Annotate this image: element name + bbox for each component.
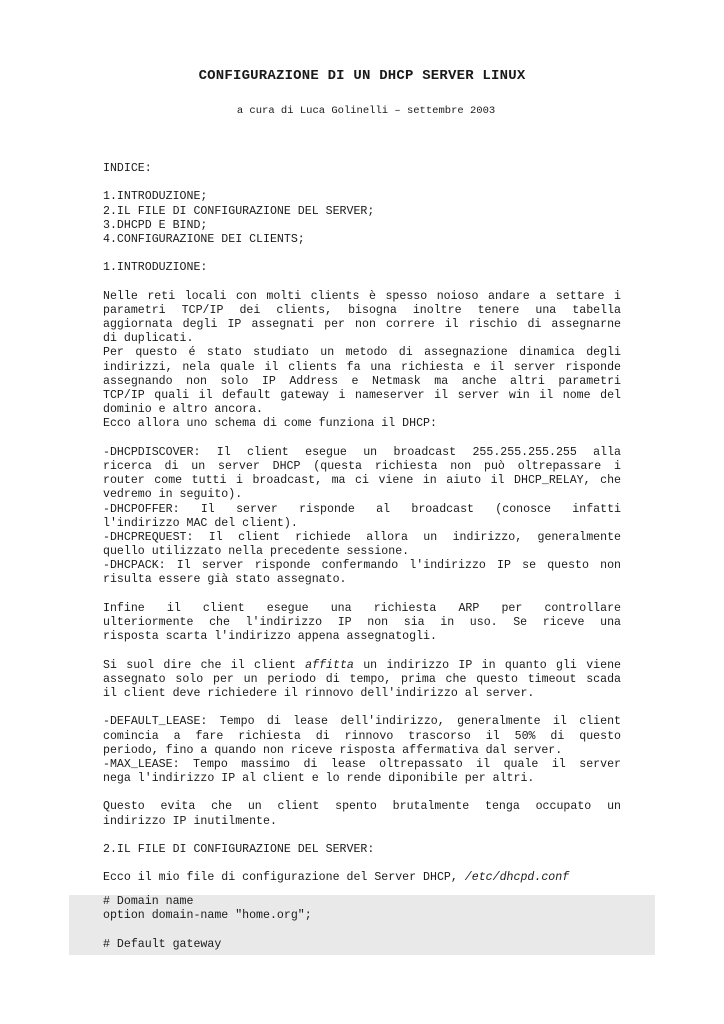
- paragraph-line: l'indirizzo MAC del client).: [103, 516, 298, 530]
- paragraph-line: indirizzi, nela quale il clients fa una richiesta e il server risponde: [103, 360, 621, 374]
- paragraph-line: -MAX_LEASE: Tempo massimo di lease oltrepassato il quale il server: [103, 757, 621, 771]
- index-item: 1.INTRODUZIONE;: [103, 190, 208, 204]
- emphasis-text: affitta: [305, 658, 354, 672]
- paragraph-line: ricerca di un server DHCP (questa richiesta non può oltrepassare i: [103, 459, 621, 473]
- code-line: [103, 923, 643, 937]
- paragraph-line: quello utilizzato nella precedente sessione.: [103, 545, 410, 559]
- paragraph-line: risulta essere già stato assegnato.: [103, 573, 347, 587]
- paragraph-line: indirizzo IP inutilmente.: [103, 814, 277, 828]
- paragraph-line: -DHCPOFFER: Il server risponde al broadcast (conosce infatti: [103, 502, 621, 516]
- paragraph-line: Ecco allora uno schema di come funziona il DHCP:: [103, 417, 437, 431]
- document-body: [103, 162, 621, 886]
- paragraph-line: ulteriormente che l'indirizzo IP non sia in uso. Se riceve una: [103, 616, 621, 629]
- code-line: # Domain name: [103, 895, 194, 908]
- paragraph-line: assegnato solo per un periodo di tempo, prima che questo timeout scada: [103, 672, 621, 686]
- paragraph-line: periodo, fino a quando non riceve risposta affermativa dal server.: [103, 743, 563, 757]
- paragraph-line: assegnando non solo IP Address e Netmask ma anche altri parametri: [103, 374, 621, 388]
- paragraph-line: aggiornata degli IP assegnati per non correre il rischio di assegnarne: [103, 318, 621, 332]
- index-item: 2.IL FILE DI CONFIGURAZIONE DEL SERVER;: [103, 204, 375, 218]
- paragraph-line: nega l'indirizzo IP al client e lo rende diponibile per altri.: [103, 772, 535, 786]
- paragraph-line: -DHCPDISCOVER: Il client esegue un broadcast 255.255.255.255 alla: [103, 445, 621, 459]
- paragraph-line: vedremo in seguito).: [103, 488, 243, 502]
- paragraph-line: il client deve richiedere il rinnovo dell'indirizzo al server.: [103, 686, 535, 700]
- code-line: # Default gateway: [103, 937, 222, 951]
- paragraph-line: -DEFAULT_LEASE: Tempo di lease dell'indirizzo, generalmente il client: [103, 715, 621, 729]
- paragraph-line: parametri TCP/IP dei clients, bisogna inoltre tenere una tabella: [103, 303, 621, 317]
- paragraph-line: risposta scarta l'indirizzo appena assegnatogli.: [103, 630, 437, 644]
- code-content: [103, 895, 643, 952]
- index-item: 3.DHCPD E BIND;: [103, 218, 208, 232]
- paragraph-line: Infine il client esegue una richiesta ARP per controllare: [103, 601, 621, 615]
- paragraph-line: Si suol dire che il client affitta un indirizzo IP in quanto gli viene: [103, 658, 622, 672]
- paragraph-line: Ecco il mio file di configurazione del Server DHCP, /etc/dhcpd.conf: [103, 871, 570, 885]
- paragraph-line: -DHCPACK: Il server risponde confermando l'indirizzo IP se questo non: [103, 559, 621, 573]
- section-heading: 1.INTRODUZIONE:: [103, 261, 208, 275]
- paragraph-line: comincia a fare richiesta di rinnovo trascorso il 50% di questo: [103, 729, 621, 743]
- paragraph-line: di duplicati.: [103, 332, 194, 346]
- section-heading: 2.IL FILE DI CONFIGURAZIONE DEL SERVER:: [103, 843, 375, 856]
- paragraph-line: Nelle reti locali con molti clients è spesso noioso andare a settare i: [103, 289, 621, 303]
- paragraph-line: dominio e altro ancora.: [103, 403, 264, 417]
- paragraph-line: Per questo é stato studiato un metodo di assegnazione dinamica degli: [103, 346, 621, 360]
- paragraph-line: -DHCPREQUEST: Il client richiede allora un indirizzo, generalmente: [103, 530, 621, 544]
- file-path: /etc/dhcpd.conf: [464, 871, 570, 885]
- document-subtitle: a cura di Luca Golinelli – settembre 2003: [236, 105, 496, 117]
- document-title: CONFIGURAZIONE DI UN DHCP SERVER LINUX: [198, 68, 526, 84]
- code-line: option domain-name "home.org";: [103, 909, 312, 923]
- index-heading: INDICE:: [103, 162, 152, 175]
- paragraph-line: router come tutti i broadcast, ma ci viene in aiuto il DHCP_RELAY, che: [103, 474, 621, 488]
- paragraph-line: Questo evita che un client spento brutalmente tenga occupato un: [103, 800, 621, 814]
- paragraph-line: TCP/IP quali il default gateway i nameserver il server win il nome del: [103, 389, 621, 402]
- index-item: 4.CONFIGURAZIONE DEI CLIENTS;: [103, 232, 305, 246]
